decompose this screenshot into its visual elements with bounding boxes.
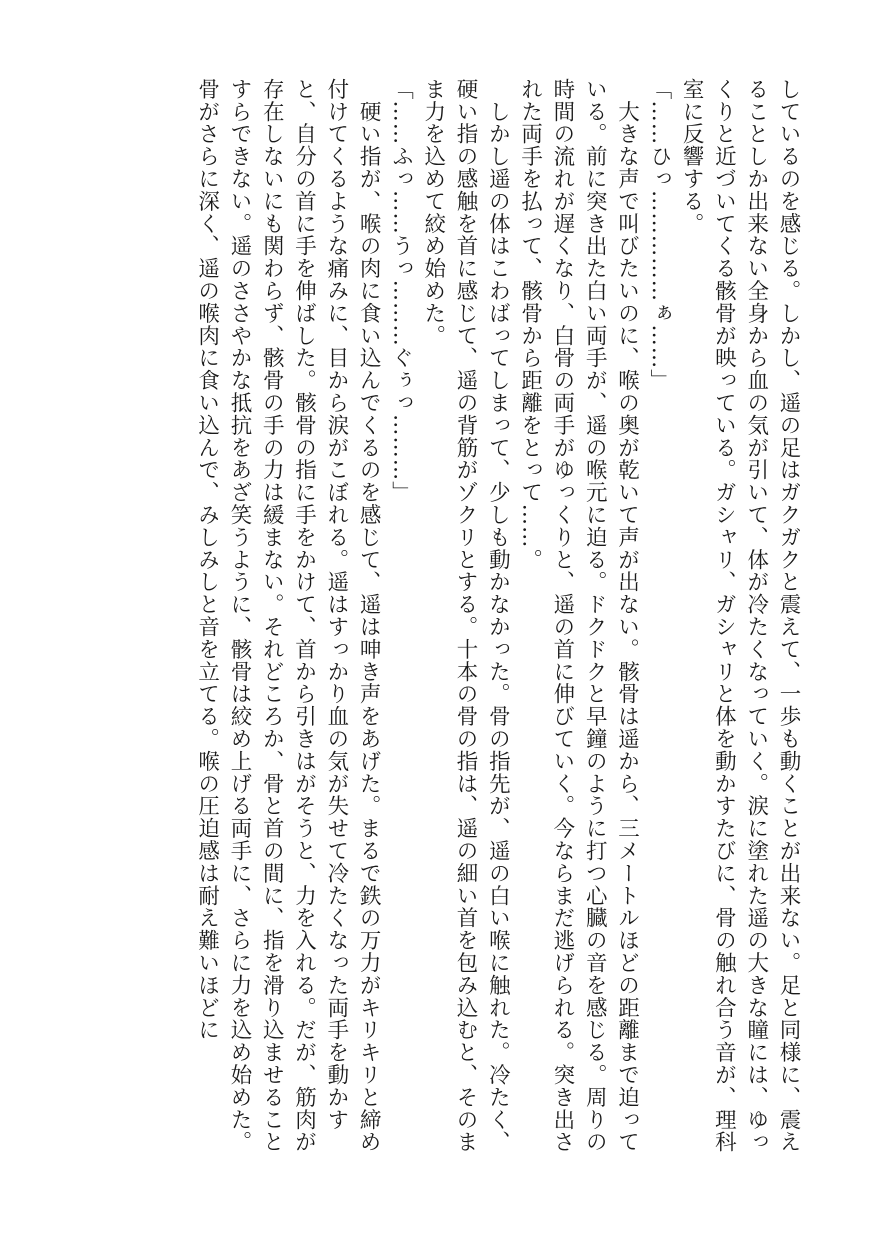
vertical-text-body — [59, 78, 804, 1168]
dialogue-2: 「……ふっ……うっ………ぐぅっ………」 — [388, 78, 414, 504]
paragraph-2: 大きな声で叫びたいのに、喉の奥が乾いて声が出ない。骸骨は遥から、三メートルほどの距離まで迫っている。前に突き出た白い両手が、遥の喉元に迫る。ドクドクと早鐘のように打つ心臓の音を感じる。周りの時間の流れが遅くなり、白骨の両手がゆっくりと、遥の首に伸びていく。今ならまだ逃げられる。突き出された両手を払って、骸骨から距離をとって……。 — [517, 78, 640, 1154]
paragraph-1: しているのを感じる。しかし、遥の足はガクガクと震えて、一歩も動くことが出来ない。足と同様に、震えることしか出来ない全身から血の気が引いて、体が冷たくなっていく。涙に塗れた遥の大きな瞳には、ゆっくりと近づいてくる骸骨が映っている。ガシャリ、ガシャリと体を動かすたびに、骨の触れ合う音が、理科室に反響する。 — [679, 78, 801, 1154]
paragraph-3: しかし遥の体はこわばってしまって、少しも動かなかった。骨の指先が、遥の白い喉に触れた。冷たく、硬い指の感触を首に感じて、遥の背筋がゾクリとする。十本の骨の指は、遥の細い首を包み込むと、そのまま力を込めて絞め始めた。 — [420, 78, 511, 1154]
dialogue-1: 「……ひっ……………ぁ……」 — [646, 78, 672, 392]
paragraph-4: 硬い指が、喉の肉に食い込んでくるのを感じて、遥は呻き声をあげた。まるで鉄の万力がキリキリと締め付けてくるような痛みに、目から涙がこぼれる。遥はすっかり血の気が失せて冷たくなった両手を動かすと、自分の首に手を伸ばした。骸骨の指に手をかけて、首から引きはがそうと、力を入れる。だが、筋肉が存在しないにも関わらず、骸骨の手の力は緩まない。それどころか、骨と首の間に、指を滑り込ませることすらできない。遥のささやかな抵抗をあざ笑うように、骸骨は絞め上げる両手に、さらに力を込め始めた。骨がさらに深く、遥の喉肉に食い込んで、みしみしと音を立てる。喉の圧迫感は耐え難いほどに — [194, 78, 382, 1154]
